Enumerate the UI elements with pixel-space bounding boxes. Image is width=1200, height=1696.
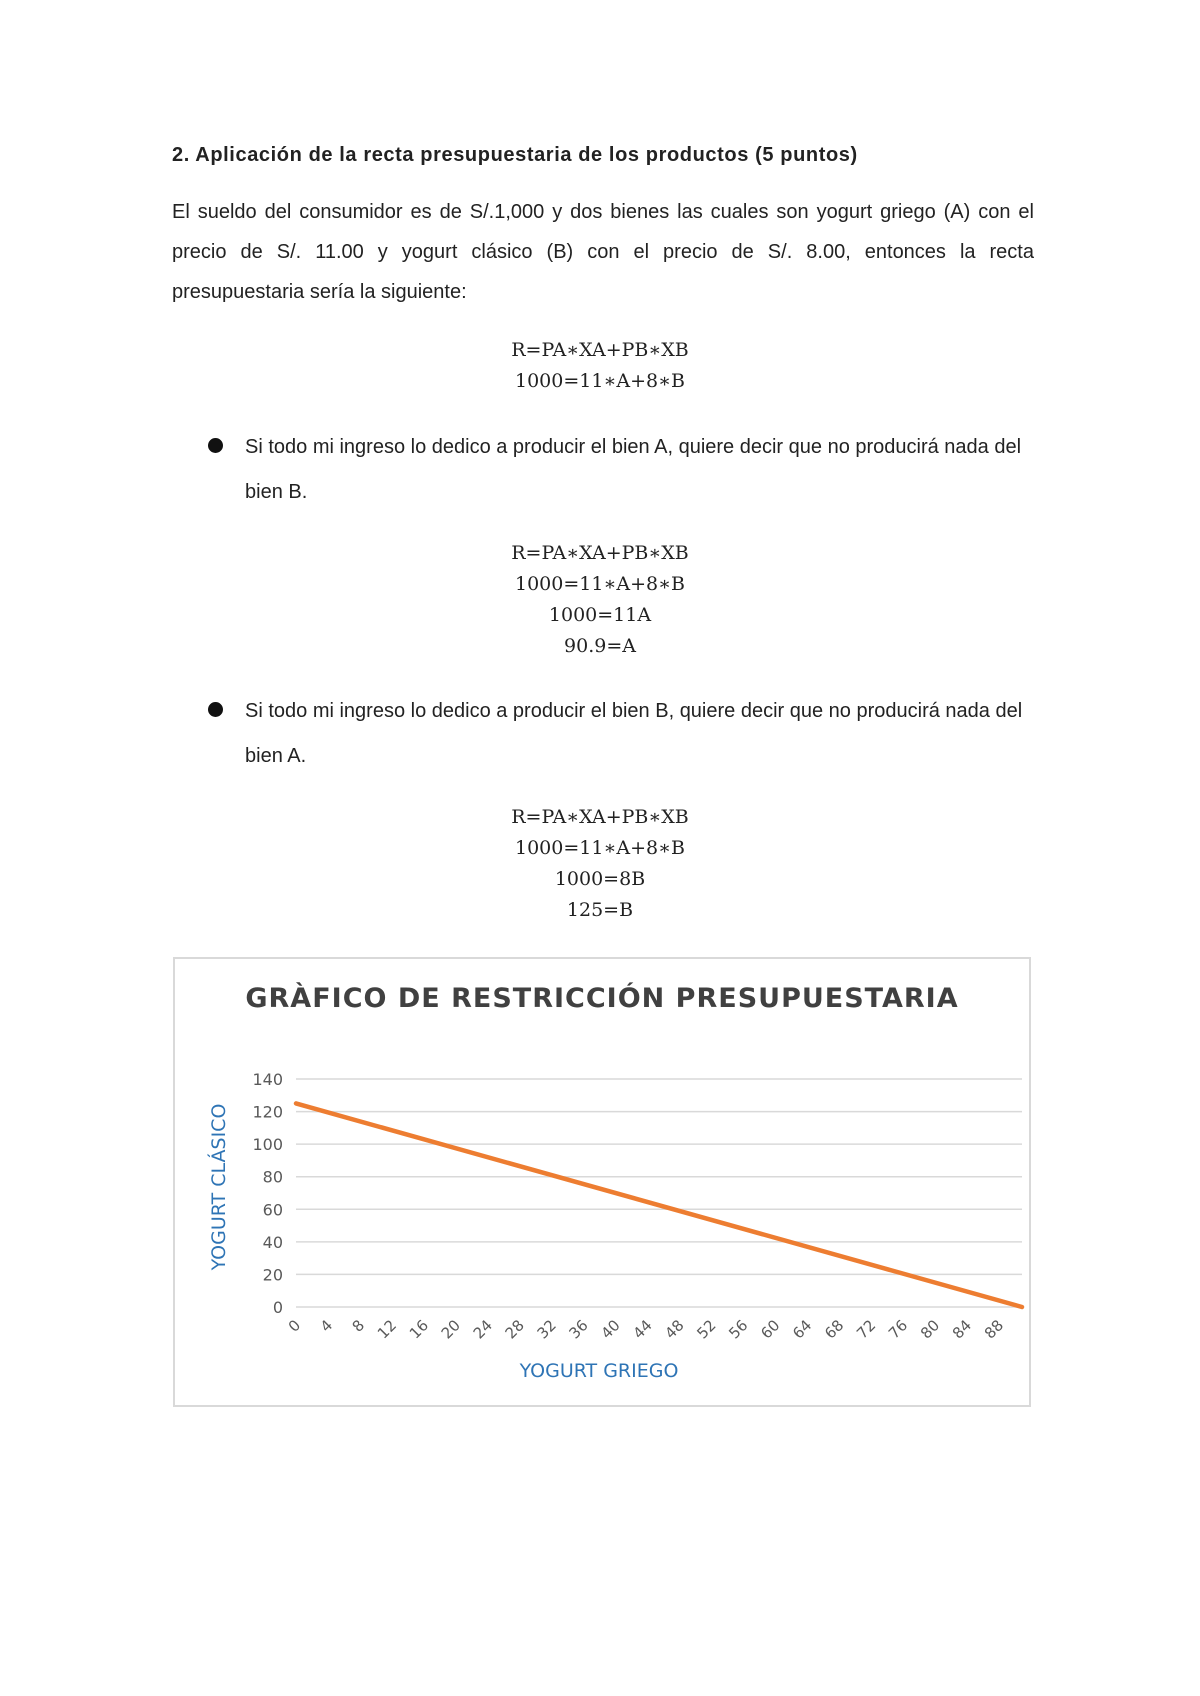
- y-tick-label: 100: [252, 1135, 283, 1155]
- x-tick-label: 20: [437, 1316, 464, 1343]
- y-axis-label: YOGURT CLÁSICO: [208, 1103, 230, 1271]
- equation-line: 90.9=A: [564, 635, 636, 657]
- equation-line: R=PA∗XA+PB∗XB: [511, 806, 689, 828]
- equation-line: 1000=11A: [548, 604, 652, 626]
- x-tick-label: 76: [885, 1316, 912, 1343]
- section-heading: 2. Aplicación de la recta presupuestaria de los productos (5 puntos): [172, 144, 858, 166]
- bullet-icon: [208, 438, 223, 453]
- x-tick-label: 56: [725, 1316, 752, 1343]
- x-tick-label: 16: [405, 1316, 433, 1343]
- x-tick-label: 64: [789, 1316, 816, 1343]
- x-tick-label: 0: [284, 1316, 305, 1336]
- x-tick-label: 24: [469, 1316, 496, 1343]
- equation-line: R=PA∗XA+PB∗XB: [511, 339, 689, 361]
- bullet-text: Si todo mi ingreso lo dedico a producir el bien A, quiere decir que no producirá nada del bien B.: [245, 436, 1022, 503]
- equation-block-case-a: [0, 538, 1200, 662]
- x-tick-label: 48: [661, 1316, 688, 1343]
- x-tick-label: 4: [316, 1316, 337, 1336]
- x-tick-label: 60: [757, 1316, 784, 1343]
- x-tick-label: 8: [348, 1316, 369, 1336]
- chart-plot: [175, 959, 1029, 1405]
- bullet-icon: [208, 702, 223, 717]
- y-tick-label: 80: [262, 1167, 283, 1187]
- y-tick-label: 140: [252, 1070, 283, 1089]
- bullet-item-b: [210, 689, 1036, 779]
- x-axis-label: YOGURT GRIEGO: [519, 1360, 679, 1382]
- x-tick-label: 68: [821, 1316, 848, 1343]
- x-tick-label: 32: [533, 1316, 560, 1343]
- equation-line: 1000=8B: [554, 868, 646, 890]
- x-tick-label: 36: [565, 1316, 592, 1343]
- x-tick-label: 88: [980, 1316, 1008, 1343]
- budget-chart: [173, 957, 1031, 1407]
- y-tick-label: 60: [262, 1200, 283, 1220]
- x-tick-label: 44: [629, 1316, 656, 1343]
- budget-line: [296, 1103, 1022, 1307]
- y-tick-label: 20: [262, 1265, 283, 1285]
- equation-line: R=PA∗XA+PB∗XB: [511, 542, 689, 564]
- x-tick-label: 72: [853, 1316, 880, 1343]
- y-tick-label: 40: [262, 1232, 283, 1252]
- y-tick-label: 0: [272, 1298, 283, 1317]
- bullet-text: Si todo mi ingreso lo dedico a producir el bien B, quiere decir que no producirá nada del bien A.: [245, 700, 1023, 767]
- bullet-item-a: [210, 425, 1036, 515]
- equation-block-case-b: [0, 802, 1200, 926]
- x-tick-label: 80: [916, 1316, 944, 1343]
- x-tick-label: 12: [373, 1316, 401, 1343]
- equation-block-main: [0, 335, 1200, 397]
- equation-line: 125=B: [566, 899, 634, 921]
- y-tick-label: 120: [252, 1102, 283, 1122]
- equation-line: 1000=11∗A+8∗B: [515, 837, 685, 859]
- chart-title: GRÀFICO DE RESTRICCIÓN PRESUPUESTARIA: [245, 983, 959, 1014]
- intro-paragraph: El sueldo del consumidor es de S/.1,000 y dos bienes las cuales son yogurt griego (A) con el precio de S/. 11.00 y yogurt clásico (B) con el precio de S/. 8.00, entonces la recta presupuestaria sería la siguiente:: [172, 201, 1034, 303]
- x-tick-label: 28: [501, 1316, 528, 1343]
- equation-line: 1000=11∗A+8∗B: [515, 370, 685, 392]
- equation-line: 1000=11∗A+8∗B: [515, 573, 685, 595]
- x-tick-label: 84: [948, 1316, 976, 1343]
- x-tick-label: 52: [693, 1316, 720, 1343]
- x-tick-label: 40: [597, 1316, 624, 1343]
